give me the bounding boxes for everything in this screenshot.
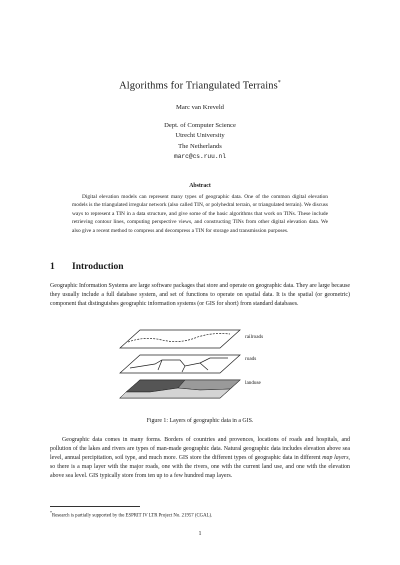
page-number: 1 (198, 531, 202, 537)
emphasis-text: map layers (322, 454, 349, 461)
section-title: Introduction (72, 262, 124, 272)
author-email: marc@cs.ruu.nl (174, 153, 226, 161)
abstract-text: Digital elevation models can represent many types of geographic data. One of the common digital elevation models is the triangulated irregular network (also called TIN, or polyhedral terrain, or triangulated terrain). We discuss ways to represent a TIN in a data structure, and give some of the basic algorithms that work on TINs. These include retrieving contour lines, computing perspective views, and constructing TINs from other digital elevation data. We also give a recent method to compress and decompress a TIN for storage and transmission purposes. (72, 194, 328, 234)
figure-caption: Figure 1: Layers of geographic data in a GIS. (146, 418, 254, 424)
author-name: Marc van Kreveld (176, 104, 224, 111)
affiliation-line: Dept. of Computer Science (164, 122, 236, 129)
footnote-rule (50, 506, 140, 507)
title-text: Algorithms for Triangulated Terrains (119, 80, 278, 92)
roads-label: roads (245, 356, 257, 362)
paragraph-text: , so there is a map layer with the major roads, one with the rivers, one with the current land use, and one with the elevation above sea level. GIS typically store from ten up to a few hundred map layers. (50, 454, 350, 479)
affiliation-block (0, 121, 400, 163)
landuse-label: landuse (245, 380, 261, 386)
affiliation-line: Utrecht University (175, 132, 225, 140)
footnote-text: Research is partially supported by the ESPRIT IV LTR Project No. 21957 (CGAL). (52, 513, 213, 519)
section-number: 1 (50, 262, 55, 272)
layers-illustration (50, 318, 350, 413)
affiliation-line: The Netherlands (178, 142, 222, 150)
paragraph-text: Geographic data comes in many forms. Borders of countries and provences, locations of roads and hospitals, and pollution of the lakes and rivers are types of man-made geographic data. Natural geographic data includes elevation above sea level, annual percipitation, soil type, and much more. GIS store the different types of geographic data in different (50, 437, 350, 461)
footnote (50, 509, 350, 520)
body-paragraph (50, 436, 350, 481)
footnote-mark: * (50, 510, 52, 515)
title-footnote-mark: * (277, 80, 281, 86)
section-heading (50, 262, 124, 272)
abstract-heading: Abstract (189, 183, 211, 189)
paper-title (0, 80, 400, 92)
intro-paragraph: Geographic Information Systems are large software packages that store and operate on geographic data. They are large because they usually include a full database system, and set of functions to operate on spatial data. It is the spatial (or geometric) component that distinguishes geographic information systems (or GIS for short) from standard databases. (50, 283, 350, 307)
layers-figure (50, 318, 350, 413)
railroads-label: railroads (245, 334, 264, 340)
landuse-region-mid (178, 380, 240, 390)
